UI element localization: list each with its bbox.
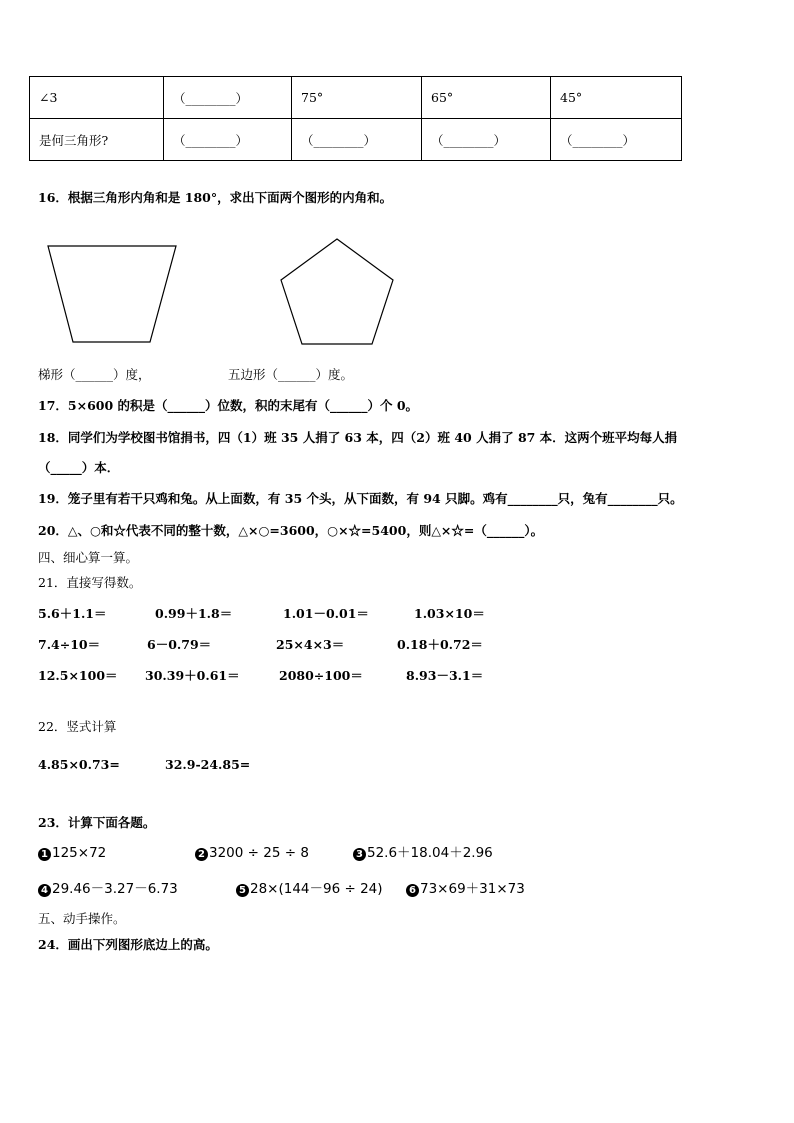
table-row: [30, 119, 682, 161]
calc-item: 8.93－3.1＝: [406, 668, 484, 683]
calc-item: [406, 881, 525, 897]
question-23-title: 23．计算下面各题。: [38, 815, 156, 830]
calc-item: [38, 845, 106, 861]
table-cell: （________）: [164, 119, 292, 161]
table-cell: （________）: [422, 119, 551, 161]
table-cell: 75°: [292, 77, 422, 119]
table-cell: 是何三角形?: [30, 119, 164, 161]
table-cell: （________）: [292, 119, 422, 161]
circled-number-2: 2: [195, 848, 208, 861]
question-19: 19．笼子里有若干只鸡和兔。从上面数，有 35 个头，从下面数，有 94 只脚。鸡有________只，兔有________只。: [38, 491, 683, 506]
calc-item: 6－0.79＝: [147, 637, 212, 652]
expression: 125×72: [52, 845, 107, 861]
question-21-title: 21．直接写得数。: [38, 575, 142, 590]
pentagon-answer: 五边形（______）度。: [228, 367, 354, 382]
question-22-title: 22．竖式计算: [38, 719, 117, 734]
calc-item: 1.01－0.01＝: [283, 606, 369, 621]
expression: 28×(144－96 ÷ 24): [250, 881, 383, 897]
circled-number-1: 1: [38, 848, 51, 861]
triangle-angle-table: [29, 76, 682, 161]
question-24: 24．画出下列图形底边上的高。: [38, 937, 218, 952]
table-cell: （________）: [551, 119, 682, 161]
expression: 52.6＋18.04＋2.96: [367, 845, 493, 861]
expression: 29.46－3.27－6.73: [52, 881, 178, 897]
calc-item: 25×4×3＝: [276, 637, 345, 652]
calc-item: 32.9-24.85=: [165, 757, 251, 772]
calc-item: 0.18＋0.72＝: [397, 637, 483, 652]
table-cell: 65°: [422, 77, 551, 119]
calc-item: [38, 881, 178, 897]
circled-number-3: 3: [353, 848, 366, 861]
circled-number-5: 5: [236, 884, 249, 897]
table-row: [30, 77, 682, 119]
calc-item: 12.5×100＝: [38, 668, 118, 683]
table-cell: （________）: [164, 77, 292, 119]
trapezoid-answer: 梯形（______）度，: [38, 367, 151, 382]
question-20: 20．△、○和☆代表不同的整十数，△×○=3600，○×☆=5400，则△×☆=（______）。: [38, 523, 544, 538]
calc-item: 7.4÷10＝: [38, 637, 101, 652]
table-cell: ∠3: [30, 77, 164, 119]
calc-item: 1.03×10＝: [414, 606, 485, 621]
trapezoid-figure: [40, 238, 185, 348]
table-cell: 45°: [551, 77, 682, 119]
calc-item: [353, 845, 493, 861]
section-5-heading: 五、动手操作。: [38, 911, 126, 926]
question-18-line1: 18．同学们为学校图书馆捐书，四（1）班 35 人捐了 63 本，四（2）班 40 人捐了 87 本．这两个班平均每人捐: [38, 430, 678, 445]
question-17: 17．5×600 的积是（______）位数，积的末尾有（______）个 0。: [38, 398, 419, 413]
calc-item: 0.99＋1.8＝: [155, 606, 233, 621]
calc-item: 30.39＋0.61＝: [145, 668, 240, 683]
expression: 3200 ÷ 25 ÷ 8: [209, 845, 309, 861]
calc-item: 4.85×0.73=: [38, 757, 120, 772]
calc-item: [236, 881, 383, 897]
pentagon-figure: [275, 234, 400, 349]
expression: 73×69＋31×73: [420, 881, 525, 897]
calc-item: 5.6＋1.1＝: [38, 606, 107, 621]
circled-number-4: 4: [38, 884, 51, 897]
question-16: 16．根据三角形内角和是 180°，求出下面两个图形的内角和。: [38, 190, 393, 205]
section-4-heading: 四、细心算一算。: [38, 550, 139, 565]
calc-item: 2080÷100＝: [279, 668, 363, 683]
calc-item: [195, 845, 309, 861]
question-18-line2: （_____）本．: [38, 460, 120, 475]
circled-number-6: 6: [406, 884, 419, 897]
